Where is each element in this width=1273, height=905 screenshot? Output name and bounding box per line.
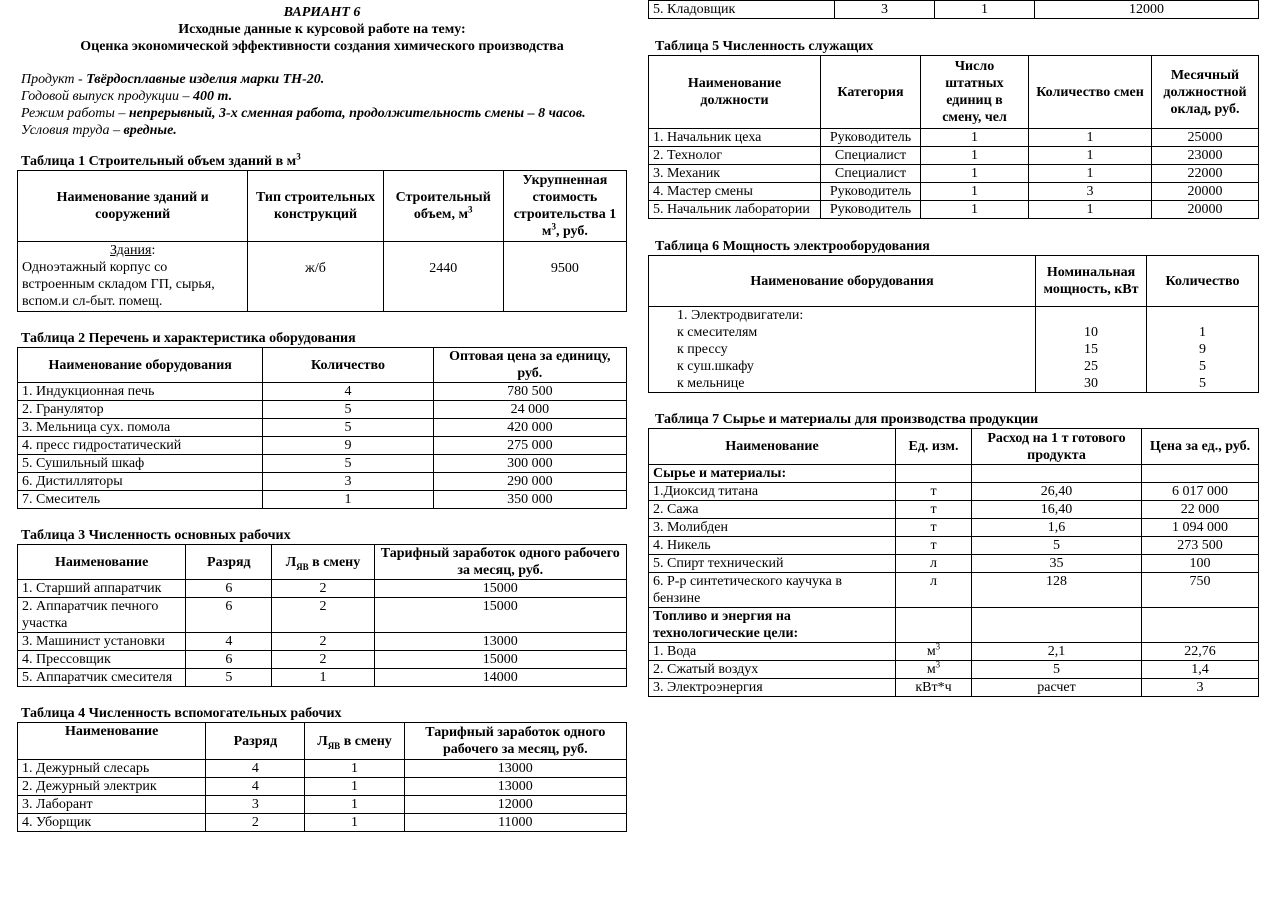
t5-cell: 5. Начальник лаборатории	[649, 201, 821, 219]
t3-row	[18, 598, 627, 633]
t7-cell: 3. Молибден	[649, 519, 896, 537]
t3-cell: 6	[186, 598, 272, 633]
t4-cell: 4	[206, 760, 305, 778]
t6-header-qty: Количество	[1147, 256, 1259, 307]
table1	[17, 170, 627, 312]
t7-row	[649, 573, 1259, 608]
t5-cell: 1. Начальник цеха	[649, 129, 821, 147]
t7-cell: 3	[1142, 679, 1259, 697]
t3-header-count: $Л_{ЯВ}$ в смену	[272, 545, 374, 580]
table4-caption: Таблица 4 Численность вспомогательных рабочих	[21, 706, 342, 721]
t7-cell: 26,40	[972, 483, 1142, 501]
t5-cell: 1	[1029, 129, 1152, 147]
t4-cell: 2	[206, 814, 305, 832]
output-label: Годовой выпуск продукции –	[21, 89, 194, 104]
table4	[17, 722, 627, 832]
t7-cell: 3. Электроэнергия	[649, 679, 896, 697]
t7-cell: 2,1	[972, 643, 1142, 661]
t7-cell: 1.Диоксид титана	[649, 483, 896, 501]
t2-cell: 24 000	[433, 401, 626, 419]
intro-output	[21, 88, 627, 105]
t5-cell: Руководитель	[821, 129, 921, 147]
t3-cell: 15000	[374, 580, 626, 598]
table5-caption: Таблица 5 Численность служащих	[655, 39, 874, 54]
t5-cell: Специалист	[821, 147, 921, 165]
t7-cell: 6. Р-р синтетического каучука в бензине	[649, 573, 896, 608]
t4-cont-grade: 3	[835, 1, 935, 19]
t2-row	[18, 491, 627, 509]
t7-cell: $м^3$	[896, 643, 972, 661]
t5-cell: Специалист	[821, 165, 921, 183]
t7-cell: 5	[972, 661, 1142, 679]
t2-cell: 5	[263, 401, 433, 419]
t5-header-category: Категория	[821, 56, 921, 129]
intro-product	[21, 71, 627, 88]
t7-row	[649, 519, 1259, 537]
t7-cell: 1. Вода	[649, 643, 896, 661]
t3-cell: 15000	[374, 598, 626, 633]
t7-cell: 5. Спирт технический	[649, 555, 896, 573]
t1-header-volume: Строительный объем, $м^3$	[383, 171, 503, 242]
t4-cell: 3	[206, 796, 305, 814]
t2-cell: 1. Индукционная печь	[18, 383, 263, 401]
t5-cell: 4. Мастер смены	[649, 183, 821, 201]
t7-cell: 1 094 000	[1142, 519, 1259, 537]
t5-cell: Руководитель	[821, 183, 921, 201]
t7-cell: 4. Никель	[649, 537, 896, 555]
t6-qtys	[1147, 307, 1259, 393]
t7-row	[649, 555, 1259, 573]
t7-section-energy: Топливо и энергия на технологические цели:	[649, 608, 896, 643]
table3-caption: Таблица 3 Численность основных рабочих	[21, 528, 291, 543]
t7-cell: 2. Сжатый воздух	[649, 661, 896, 679]
t2-cell: 9	[263, 437, 433, 455]
t7-row	[649, 501, 1259, 519]
t7-cell: т	[896, 519, 972, 537]
mode-label: Режим работы –	[21, 106, 129, 121]
t7-cell: т	[896, 483, 972, 501]
t2-cell: 5. Сушильный шкаф	[18, 455, 263, 473]
t3-header-name: Наименование	[18, 545, 186, 580]
t7-cell: т	[896, 537, 972, 555]
table7-caption: Таблица 7 Сырье и материалы для производства продукции	[655, 412, 1039, 427]
t3-cell: 1	[272, 669, 374, 687]
t6-names: 1. Электродвигатели: к смесителям к прессу к суш.шкафу к мельнице	[649, 307, 1036, 393]
t3-row	[18, 633, 627, 651]
t5-cell: 25000	[1152, 129, 1259, 147]
t1-header-type: Тип строительных конструкций	[248, 171, 383, 242]
t4-cell: 1. Дежурный слесарь	[18, 760, 206, 778]
t4-cell: 4. Уборщик	[18, 814, 206, 832]
t3-cell: 2	[272, 598, 374, 633]
t7-cell: кВт*ч	[896, 679, 972, 697]
table5	[648, 55, 1259, 219]
t5-cell: 3. Механик	[649, 165, 821, 183]
t7-cell: 5	[972, 537, 1142, 555]
t3-row	[18, 651, 627, 669]
t4-cell: 1	[305, 760, 404, 778]
t4-row	[18, 796, 627, 814]
t4-cell: 4	[206, 778, 305, 796]
t4-cont-count: 1	[935, 1, 1035, 19]
t2-cell: 3. Мельница сух. помола	[18, 419, 263, 437]
t2-cell: 290 000	[433, 473, 626, 491]
t3-row	[18, 669, 627, 687]
left-column	[17, 0, 627, 832]
t7-cell: 273 500	[1142, 537, 1259, 555]
t7-header-usage: Расход на 1 т готового продукта	[972, 429, 1142, 465]
t7-cell: 35	[972, 555, 1142, 573]
t5-row	[649, 147, 1259, 165]
t5-row	[649, 129, 1259, 147]
t5-cell: 1	[921, 183, 1029, 201]
t3-row	[18, 580, 627, 598]
t2-cell: 2. Гранулятор	[18, 401, 263, 419]
t5-cell: 1	[921, 165, 1029, 183]
t4-row	[18, 760, 627, 778]
mode-value: непрерывный, 3-х сменная работа, продолжительность смены – 8 часов.	[128, 106, 586, 121]
t2-cell: 7. Смеситель	[18, 491, 263, 509]
t6-value: 5	[1199, 376, 1206, 391]
table6	[648, 255, 1259, 393]
t2-cell: 4	[263, 383, 433, 401]
t4-cell: 12000	[404, 796, 626, 814]
table1-caption: Таблица 1 Строительный объем зданий в $м^3$	[21, 151, 301, 169]
t7-cell: расчет	[972, 679, 1142, 697]
t4-header-grade: Разряд	[206, 723, 305, 760]
t7-cell: 6 017 000	[1142, 483, 1259, 501]
product-value: Твёрдосплавные изделия марки ТН-20.	[86, 72, 325, 87]
t2-cell: 3	[263, 473, 433, 491]
t1-header-cost: Укрупненная стоимость строительства 1 $м^3$, руб.	[503, 171, 626, 242]
table2	[17, 347, 627, 509]
t7-cell: 100	[1142, 555, 1259, 573]
title-line-1: Исходные данные к курсовой работе на тему:	[178, 22, 466, 37]
t4-cell: 11000	[404, 814, 626, 832]
t7-row	[649, 483, 1259, 501]
t4-header-wage: Тарифный заработок одного рабочего за месяц, руб.	[404, 723, 626, 760]
t4-cell: 13000	[404, 778, 626, 796]
t1-row-name: Здания: Одноэтажный корпус со встроенным складом ГП, сырья, вспом.и сл-быт. помещ.	[18, 242, 248, 312]
t2-cell: 6. Дистилляторы	[18, 473, 263, 491]
t4-cell: 3. Лаборант	[18, 796, 206, 814]
t2-row	[18, 419, 627, 437]
t5-cell: 20000	[1152, 201, 1259, 219]
intro-conditions	[21, 122, 627, 139]
t6-header-power: Номинальная мощность, кВт	[1036, 256, 1147, 307]
t6-value: к смесителям	[677, 325, 758, 340]
t2-row	[18, 401, 627, 419]
table2-caption: Таблица 2 Перечень и характеристика оборудования	[21, 331, 356, 346]
t1-row-cost: 9500	[503, 242, 626, 312]
t7-section-raw: Сырье и материалы:	[649, 465, 896, 483]
title-line-2: Оценка экономической эффективности создания химического производства	[80, 39, 564, 54]
output-value: 400 т.	[193, 89, 233, 104]
t7-cell: $м^3$	[896, 661, 972, 679]
t2-cell: 780 500	[433, 383, 626, 401]
t7-cell: 16,40	[972, 501, 1142, 519]
t3-cell: 2. Аппаратчик печного участка	[18, 598, 186, 633]
t5-cell: 2. Технолог	[649, 147, 821, 165]
t7-row	[649, 679, 1259, 697]
t7-cell: 22,76	[1142, 643, 1259, 661]
t2-row	[18, 437, 627, 455]
intro-mode	[21, 105, 633, 122]
t4-row	[18, 778, 627, 796]
t7-cell: 1,4	[1142, 661, 1259, 679]
t6-value: к мельнице	[677, 376, 745, 391]
t4-cell: 2. Дежурный электрик	[18, 778, 206, 796]
t3-cell: 14000	[374, 669, 626, 687]
variant-title: ВАРИАНТ 6	[283, 5, 361, 20]
t5-cell: Руководитель	[821, 201, 921, 219]
t3-cell: 4. Прессовщик	[18, 651, 186, 669]
t6-value: к прессу	[677, 342, 728, 357]
t2-cell: 5	[263, 419, 433, 437]
t3-cell: 13000	[374, 633, 626, 651]
t2-header-qty: Количество	[263, 348, 433, 383]
t4-cell: 1	[305, 778, 404, 796]
table3	[17, 544, 627, 687]
right-column	[648, 0, 1258, 697]
table6-caption: Таблица 6 Мощность электрооборудования	[655, 239, 930, 254]
t5-cell: 1	[1029, 201, 1152, 219]
t4-header-name: Наименование	[18, 723, 206, 760]
table7	[648, 428, 1259, 697]
t5-header-shifts: Количество смен	[1029, 56, 1152, 129]
t6-value: 5	[1199, 359, 1206, 374]
t6-value: 30	[1084, 376, 1098, 391]
t7-cell: 750	[1142, 573, 1259, 608]
conditions-value: вредные.	[123, 123, 177, 138]
t5-cell: 1	[921, 129, 1029, 147]
t6-value: 9	[1199, 342, 1206, 357]
t6-powers	[1036, 307, 1147, 393]
t4-cell: 13000	[404, 760, 626, 778]
t2-cell: 300 000	[433, 455, 626, 473]
t1-row-volume: 2440	[383, 242, 503, 312]
t7-header-name: Наименование	[649, 429, 896, 465]
t4-cont-wage: 12000	[1035, 1, 1259, 19]
t6-value: 1	[1199, 325, 1206, 340]
t7-cell: л	[896, 573, 972, 608]
t1-row-type: ж/б	[248, 242, 383, 312]
t5-cell: 1	[1029, 165, 1152, 183]
t3-cell: 2	[272, 651, 374, 669]
t7-row	[649, 537, 1259, 555]
t2-cell: 1	[263, 491, 433, 509]
t5-row	[649, 183, 1259, 201]
t2-cell: 5	[263, 455, 433, 473]
t3-cell: 2	[272, 633, 374, 651]
t5-header-staff: Число штатных единиц в смену, чел	[921, 56, 1029, 129]
t3-cell: 6	[186, 580, 272, 598]
t4-header-count: $Л_{ЯВ}$ в смену	[305, 723, 404, 760]
t2-cell: 420 000	[433, 419, 626, 437]
t5-row	[649, 165, 1259, 183]
t3-header-wage: Тарифный заработок одного рабочего за месяц, руб.	[374, 545, 626, 580]
t7-row	[649, 661, 1259, 679]
t1-header-name: Наименование зданий и сооружений	[18, 171, 248, 242]
t5-row	[649, 201, 1259, 219]
t5-cell: 3	[1029, 183, 1152, 201]
table4-continued	[648, 0, 1259, 19]
t3-cell: 6	[186, 651, 272, 669]
product-label: Продукт -	[21, 72, 87, 87]
t2-cell: 275 000	[433, 437, 626, 455]
t7-cell: л	[896, 555, 972, 573]
t7-row	[649, 643, 1259, 661]
t3-cell: 15000	[374, 651, 626, 669]
t5-header-salary: Месячный должностной оклад, руб.	[1152, 56, 1259, 129]
t7-cell: т	[896, 501, 972, 519]
t3-cell: 5. Аппаратчик смесителя	[18, 669, 186, 687]
t7-cell: 128	[972, 573, 1142, 608]
t7-header-unit: Ед. изм.	[896, 429, 972, 465]
t2-row	[18, 473, 627, 491]
t6-value: 15	[1084, 342, 1098, 357]
t2-row	[18, 455, 627, 473]
t7-cell: 22 000	[1142, 501, 1259, 519]
t5-header-position: Наименование должности	[649, 56, 821, 129]
t3-cell: 4	[186, 633, 272, 651]
t2-header-name: Наименование оборудования	[18, 348, 263, 383]
t5-cell: 1	[921, 201, 1029, 219]
t3-cell: 2	[272, 580, 374, 598]
t4-cell: 1	[305, 814, 404, 832]
t3-header-grade: Разряд	[186, 545, 272, 580]
t4-cell: 1	[305, 796, 404, 814]
t5-cell: 23000	[1152, 147, 1259, 165]
t4-row	[18, 814, 627, 832]
t5-cell: 22000	[1152, 165, 1259, 183]
t7-cell: 1,6	[972, 519, 1142, 537]
t2-header-price: Оптовая цена за единицу, руб.	[433, 348, 626, 383]
t6-value: к суш.шкафу	[677, 359, 754, 374]
t5-cell: 20000	[1152, 183, 1259, 201]
t7-cell: 2. Сажа	[649, 501, 896, 519]
t7-header-price: Цена за ед., руб.	[1142, 429, 1259, 465]
t6-value: 25	[1084, 359, 1098, 374]
t4-cont-name: 5. Кладовщик	[649, 1, 835, 19]
t2-cell: 350 000	[433, 491, 626, 509]
t2-row	[18, 383, 627, 401]
t5-cell: 1	[921, 147, 1029, 165]
conditions-label: Условия труда –	[21, 123, 124, 138]
t6-value: 10	[1084, 325, 1098, 340]
t2-cell: 4. пресс гидростатический	[18, 437, 263, 455]
t6-header-name: Наименование оборудования	[649, 256, 1036, 307]
t3-cell: 1. Старший аппаратчик	[18, 580, 186, 598]
t3-cell: 3. Машинист установки	[18, 633, 186, 651]
t3-cell: 5	[186, 669, 272, 687]
t5-cell: 1	[1029, 147, 1152, 165]
